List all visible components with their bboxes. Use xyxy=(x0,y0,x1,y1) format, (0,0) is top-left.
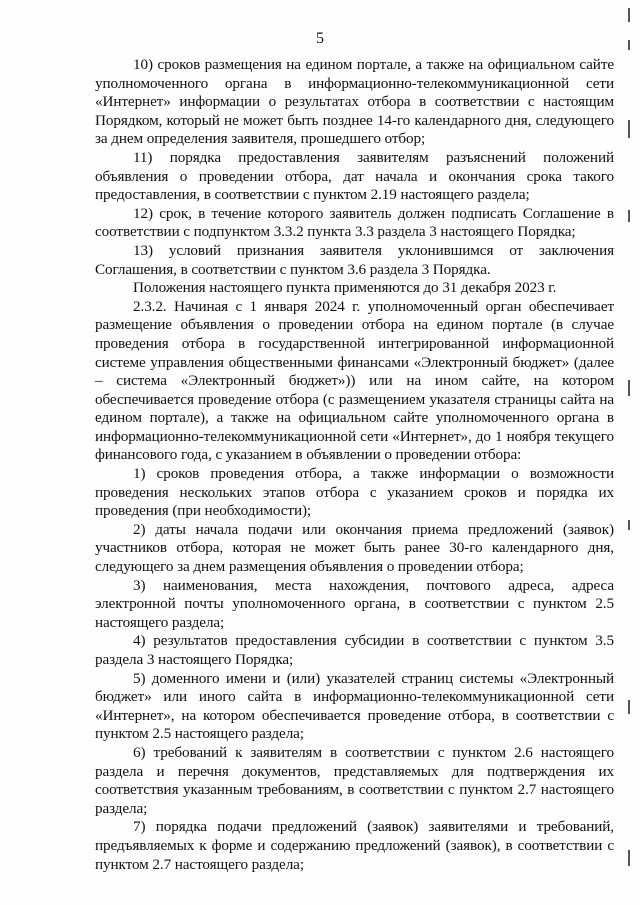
scan-mark xyxy=(628,850,630,866)
paragraph-subitem-3: 3) наименования, места нахождения, почтового адреса, адреса электронной почты уполномоченного органа, в соответствии с пунктом 2.5 настоящего раздела; xyxy=(95,576,614,631)
paragraph-item-11: 11) порядка предоставления заявителям разъяснений положений объявления о проведении отбора, дат начала и окончания срока такого предоставления, в соответствии с пунктом 2.19 настоящего раздела; xyxy=(95,148,614,204)
scan-mark xyxy=(628,210,630,222)
document-body xyxy=(95,56,614,874)
paragraph-subitem-1: 1) сроков проведения отбора, а также информации о возможности проведения нескольких этапов отбора с указанием сроков и порядка их проведения (при необходимости); xyxy=(95,465,614,520)
scan-mark xyxy=(628,380,630,396)
paragraph-subitem-7: 7) порядка подачи предложений (заявок) заявителями и требований, предъявляемых к форме и содержанию предложений (заявок), в соответствии с пунктом 2.7 настоящего раздела; xyxy=(95,818,614,873)
paragraph-item-12: 12) срок, в течение которого заявитель должен подписать Соглашение в соответствии с подпунктом 3.3.2 пункта 3.3 раздела 3 настоящего Порядка; xyxy=(95,204,614,241)
scan-mark xyxy=(628,40,630,50)
paragraph-subitem-4: 4) результатов предоставления субсидии в соответствии с пунктом 3.5 раздела 3 настоящего Порядка; xyxy=(95,632,614,668)
scan-mark xyxy=(628,520,630,530)
scan-binding-marks xyxy=(620,0,632,905)
page-number: 5 xyxy=(316,30,324,47)
paragraph-item-10: 10) сроков размещения на едином портале, а также на официальном сайте уполномоченного органа в информационно-телекоммуникационной сети «Интернет» информации о результатах отбора в соответствии с настоящим Порядком, который не может быть позднее 14-го календарного дня, следующего за днем определения заявителя, прошедшего отбор; xyxy=(95,56,614,148)
scan-mark xyxy=(628,8,630,22)
scan-mark xyxy=(628,700,630,714)
paragraph-2-3-2: 2.3.2. Начиная с 1 января 2024 г. уполномоченный орган обеспечивает размещение объявления о проведении отбора на едином портале (в случае проведения отбора в государственной интегрированной информационной системе управления общественными финансами «Электронный бюджет» (далее – система «Электронный бюджет»)) или на ином сайте, на котором обеспечивается проведение отбора (с размещением указателя страницы сайта на едином портале), а также на официальном сайте уполномоченного органа в информационно-телекоммуникационной сети «Интернет», до 1 ноября текущего финансового года, с указанием в объявлении о проведении отбора: xyxy=(95,297,614,464)
paragraph-item-13: 13) условий признания заявителя уклонившимся от заключения Соглашения, в соответствии с пунктом 3.6 раздела 3 Порядка. xyxy=(95,241,614,278)
paragraph-subitem-6: 6) требований к заявителям в соответствии с пунктом 2.6 настоящего раздела и перечня документов, представляемых для подтверждения их соответствия указанным требованиям, в соответствии с пунктом 2.7 настоящего раздела; xyxy=(95,743,614,817)
scan-mark xyxy=(628,120,630,138)
paragraph-subitem-2: 2) даты начала подачи или окончания приема предложений (заявок) участников отбора, которая не может быть ранее 30-го календарного дня, следующего за днем размещения объявления о проведении отбора; xyxy=(95,520,614,576)
paragraph-applicability-note: Положения настоящего пункта применяются до 31 декабря 2023 г. xyxy=(133,279,557,297)
paragraph-subitem-5: 5) доменного имени и (или) указателей страниц системы «Электронный бюджет» или иного сайта в информационно-телекоммуникационной сети «Интернет», на котором обеспечивается проведение отбора, в соответствии с пунктом 2.5 настоящего раздела; xyxy=(95,669,614,743)
